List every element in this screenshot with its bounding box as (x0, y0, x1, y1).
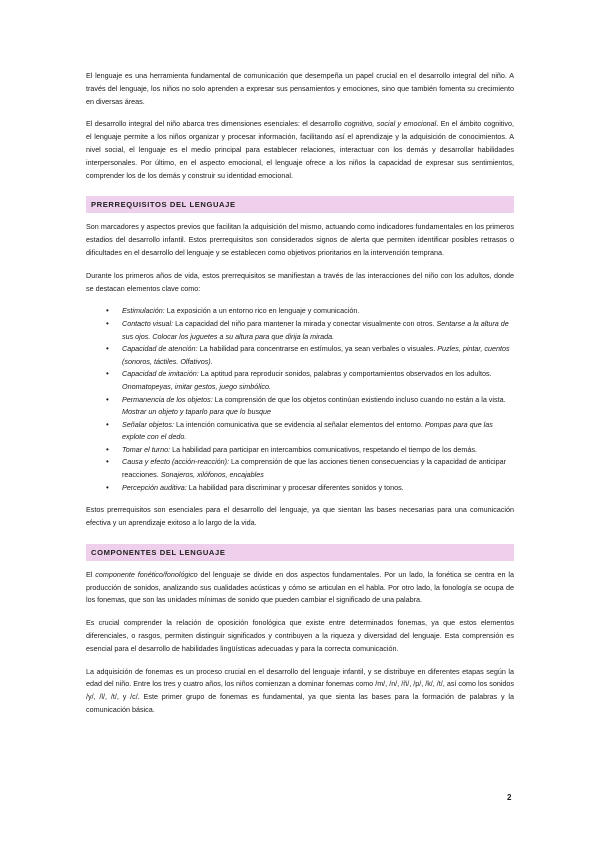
prerrequisitos-list (86, 305, 514, 494)
item-description: La intención comunicativa que se evidencia al señalar elementos del entorno. (173, 419, 425, 429)
prerrequisitos-paragraph-1: Son marcadores y aspectos previos que facilitan la adquisición del mismo, actuando como indicadores fundamentales en los primeros estadios del desarrollo infantil. Estos prerrequisitos son considerados signos de alerta que permiten identificar posibles retrasos o dificultades en el desarrollo del lenguaje y se establecen como objetivos prioritarios en la intervención temprana. (86, 222, 514, 257)
item-term: Permanencia de los objetos: (122, 394, 213, 404)
componentes-paragraph-2: Es crucial comprender la relación de oposición fonológica que existe entre determinados fonemas, ya que estos elementos diferenciales, o rasgos, permiten distinguir significados y contribuyen a la riqueza y diversidad del lenguaje. Esta comprensión es esencial para el desarrollo de habilidades lingüísticas adecuadas y para la correcta comunicación. (86, 618, 514, 653)
list-item (122, 305, 514, 318)
p1-end: del lenguaje se divide en dos aspectos fundamentales. Por un lado, la fonética se centra en la producción de sonidos, analizando sus cualidades acústicas y cómo se articulan en el habla. Por otro lado, la fonología se ocupa de los fonemas, que son las unidades mínimas de sonido que pueden cambiar el significado de una palabra. (86, 569, 515, 605)
item-example: Sentarse a la altura de sus ojos. Colocar los juguetes a su altura para que dirija la mirada. (122, 318, 509, 341)
componentes-paragraph-3: La adquisición de fonemas es un proceso crucial en el desarrollo del lenguaje infantil, y se distribuye en diferentes etapas según la edad del niño. Entre los tres y cuatro años, los niños comienzan a dominar fonemas como /m/, /n/, /ñ/, /p/, /k/, /t/, así como los sonidos /y/, /l/, /t/, y /c/. Este primer grupo de fonemas es fundamental, ya que sienta las bases para la formación de palabras y la comunicación básica. (86, 666, 514, 715)
section-header-componentes: COMPONENTES DEL LENGUAJE (86, 544, 514, 561)
item-example: Onomatopeyas, imitar gestos, juego simbólico. (122, 381, 272, 391)
intro-p2-end: . En el ámbito cognitivo, el lenguaje permite a los niños organizar y procesar información, facilitando así el aprendizaje y la adquisición de conocimientos. A nivel social, el lenguaje es el medio principal para establecer relaciones, interactuar con los demás y desarrollar habilidades interpersonales. Por último, en el aspecto emocional, el lenguaje ofrece a los niños la capacidad de expresar sus sentimientos, comprender los de los demás y construir su identidad emocional. (86, 119, 514, 180)
item-description: La aptitud para reproducir sonidos, palabras y comportamientos observados en los adultos. (198, 369, 492, 379)
list-item (122, 419, 514, 444)
list-item (122, 482, 514, 495)
prerrequisitos-paragraph-2: Durante los primeros años de vida, estos prerrequisitos se manifiestan a través de las interacciones del niño con los adultos, donde se destacan elementos clave como: (86, 270, 514, 293)
item-example: Puzles, pintar, cuentos (sonoros, táctiles. Olfativos). (122, 344, 510, 366)
prerrequisitos-paragraph-3: Estos prerrequisitos son esenciales para el desarrollo del lenguaje, ya que sientan las bases necesarias para una comunicación efectiva y un aprendizaje exitoso a lo largo de la vida. (86, 505, 514, 528)
intro-p2-dimensions: cognitivo, social y emocional (344, 119, 437, 129)
item-term: Tomar el turno: (122, 444, 171, 454)
page-number: 2 (507, 793, 512, 802)
list-item (122, 394, 514, 419)
item-example: Mostrar un objeto y taparlo para que lo busque (122, 407, 272, 417)
intro-p2-start: El desarrollo integral del niño abarca tres dimensiones esenciales: el desarrollo (86, 119, 345, 129)
item-example: Sonajeros, xilófonos, encajables (160, 470, 264, 480)
componentes-paragraph-1 (86, 569, 514, 607)
item-term: Capacidad de imitación: (122, 369, 199, 379)
list-item (122, 456, 514, 481)
item-description: La comprensión de que las acciones tienen consecuencias y la capacidad de anticipar reacciones. (122, 457, 506, 480)
item-term: Capacidad de atención: (122, 344, 198, 354)
list-item (122, 318, 514, 343)
list-item (122, 444, 514, 457)
intro-paragraph-1: El lenguaje es una herramienta fundamental de comunicación que desempeña un papel crucial en el desarrollo integral del niño. A través del lenguaje, los niños no solo aprenden a expresar sus pensamientos y emociones, sino que también fomenta su crecimiento en diversas áreas. (86, 71, 514, 106)
list-item (122, 343, 514, 368)
document-page (86, 70, 514, 717)
item-term: Percepción auditiva: (122, 482, 187, 492)
intro-paragraph-2 (86, 118, 514, 182)
item-example: Pompas para que las explote con el dedo. (122, 419, 493, 442)
item-description: La exposición a un entorno rico en lenguaje y comunicación. (164, 306, 360, 316)
item-description: La habilidad para participar en intercambios comunicativos, respetando el tiempo de los demás. (170, 444, 477, 454)
item-term: Estimulación: (122, 306, 165, 316)
p1-component: componente fonético/fonológico (95, 569, 198, 579)
item-term: Causa y efecto (acción-reacción): (122, 457, 230, 467)
list-item (122, 368, 514, 393)
item-term: Señalar objetos: (122, 419, 174, 429)
item-term: Contacto visual: (122, 318, 174, 328)
item-description: La habilidad para concentrarse en estímulos, ya sean verbales o visuales. (197, 344, 438, 354)
section-header-prerrequisitos: PRERREQUISITOS DEL LENGUAJE (86, 196, 514, 213)
item-description: La comprensión de que los objetos continúan existiendo incluso cuando no están a la vista. (212, 394, 506, 404)
p1-start: El (86, 569, 96, 579)
item-description: La capacidad del niño para mantener la mirada y conectar visualmente con otros. (173, 318, 437, 328)
item-description: La habilidad para discriminar y procesar diferentes sonidos y tonos. (186, 482, 404, 492)
